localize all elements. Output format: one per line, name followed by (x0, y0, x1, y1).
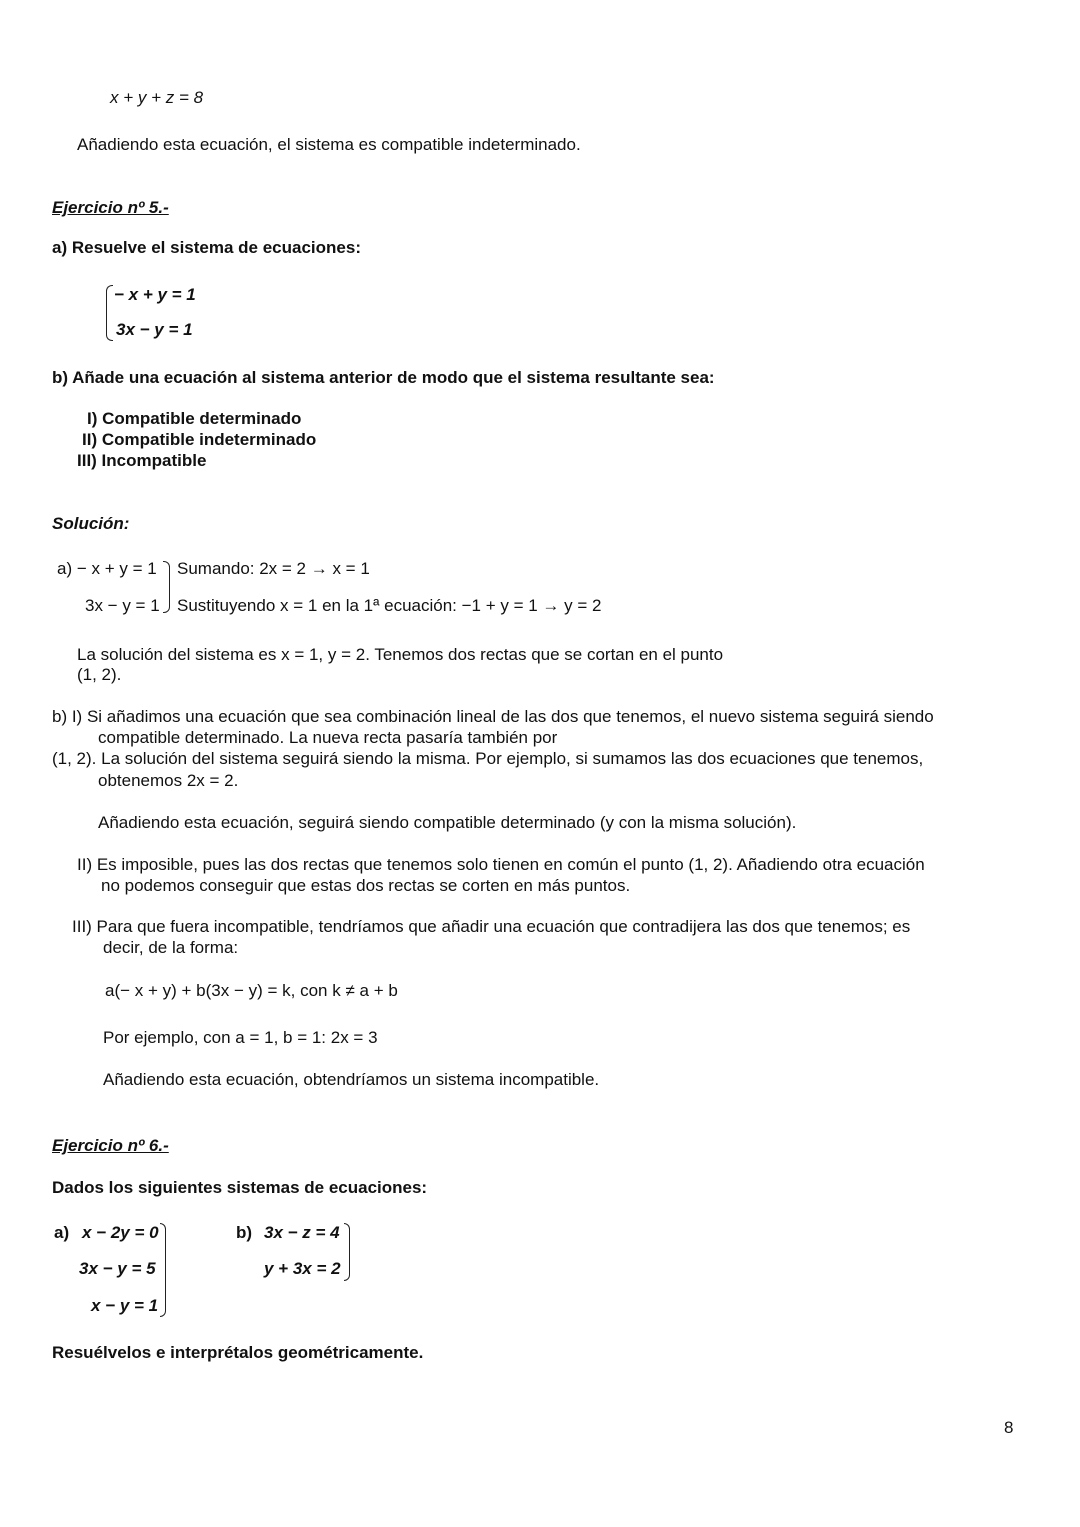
exercise-5-title: Ejercicio nº 5.- (52, 198, 169, 217)
equation: 3x − y = 1 (85, 596, 160, 615)
paragraph: Sustituyendo x = 1 en la 1ª ecuación: −1 + y = 1 → y = 2 (177, 596, 602, 615)
paragraph: no podemos conseguir que estas dos rectas se corten en más puntos. (101, 876, 631, 895)
paragraph: compatible determinado. La nueva recta pasaría también por (98, 728, 558, 747)
paragraph: La solución del sistema es x = 1, y = 2. Tenemos dos rectas que se cortan en el punto (77, 645, 724, 664)
paragraph: Añadiendo esta ecuación, el sistema es compatible indeterminado. (77, 135, 581, 154)
equation: a(− x + y) + b(3x − y) = k, con k ≠ a + b (105, 981, 398, 1000)
equation: a) − x + y = 1 (57, 559, 157, 578)
paragraph: Dados los siguientes sistemas de ecuaciones: (52, 1178, 428, 1197)
label-b: b) (236, 1223, 253, 1242)
question-a: a) Resuelve el sistema de ecuaciones: (52, 238, 361, 257)
system-brace (163, 561, 170, 613)
equation: − x + y = 1 (114, 285, 196, 304)
option: I) Compatible determinado (87, 409, 302, 428)
equation: 3x − y = 1 (116, 320, 193, 339)
option: III) Incompatible (77, 451, 207, 470)
system-brace (106, 285, 113, 341)
paragraph: III) Para que fuera incompatible, tendríamos que añadir una ecuación que contradijera las dos que tenemos; es (72, 917, 911, 936)
system-brace (160, 1223, 166, 1317)
equation: x + y + z = 8 (110, 88, 204, 107)
label-a: a) (54, 1223, 70, 1242)
paragraph: Añadiendo esta ecuación, obtendríamos un sistema incompatible. (103, 1070, 600, 1089)
paragraph: Resuélvelos e interprétalos geométricamente. (52, 1343, 424, 1362)
paragraph: (1, 2). La solución del sistema seguirá siendo la misma. Por ejemplo, si sumamos las dos ecuaciones que tenemos, (52, 749, 924, 768)
paragraph: Por ejemplo, con a = 1, b = 1: 2x = 3 (103, 1028, 378, 1047)
equation: x − y = 1 (91, 1296, 159, 1315)
paragraph: decir, de la forma: (103, 938, 239, 957)
system-brace (344, 1223, 350, 1281)
option: II) Compatible indeterminado (82, 430, 317, 449)
equation: x − 2y = 0 (82, 1223, 159, 1242)
paragraph: Añadiendo esta ecuación, seguirá siendo compatible determinado (y con la misma solución). (98, 813, 797, 832)
question-b: b) Añade una ecuación al sistema anterior de modo que el sistema resultante sea: (52, 368, 715, 387)
exercise-6-title: Ejercicio nº 6.- (52, 1136, 169, 1155)
paragraph: (1, 2). (77, 665, 122, 684)
paragraph: Sumando: 2x = 2 → x = 1 (177, 559, 370, 578)
paragraph: II) Es imposible, pues las dos rectas que tenemos solo tienen en común el punto (1, 2). Añadiendo otra ecuación (77, 855, 925, 874)
equation: 3x − z = 4 (264, 1223, 340, 1242)
page-number: 8 (1004, 1418, 1014, 1437)
paragraph: b) I) Si añadimos una ecuación que sea combinación lineal de las dos que tenemos, el nuevo sistema seguirá siendo (52, 707, 934, 726)
solution-title: Solución: (52, 514, 130, 533)
equation: y + 3x = 2 (264, 1259, 341, 1278)
equation: 3x − y = 5 (79, 1259, 156, 1278)
paragraph: obtenemos 2x = 2. (98, 771, 239, 790)
